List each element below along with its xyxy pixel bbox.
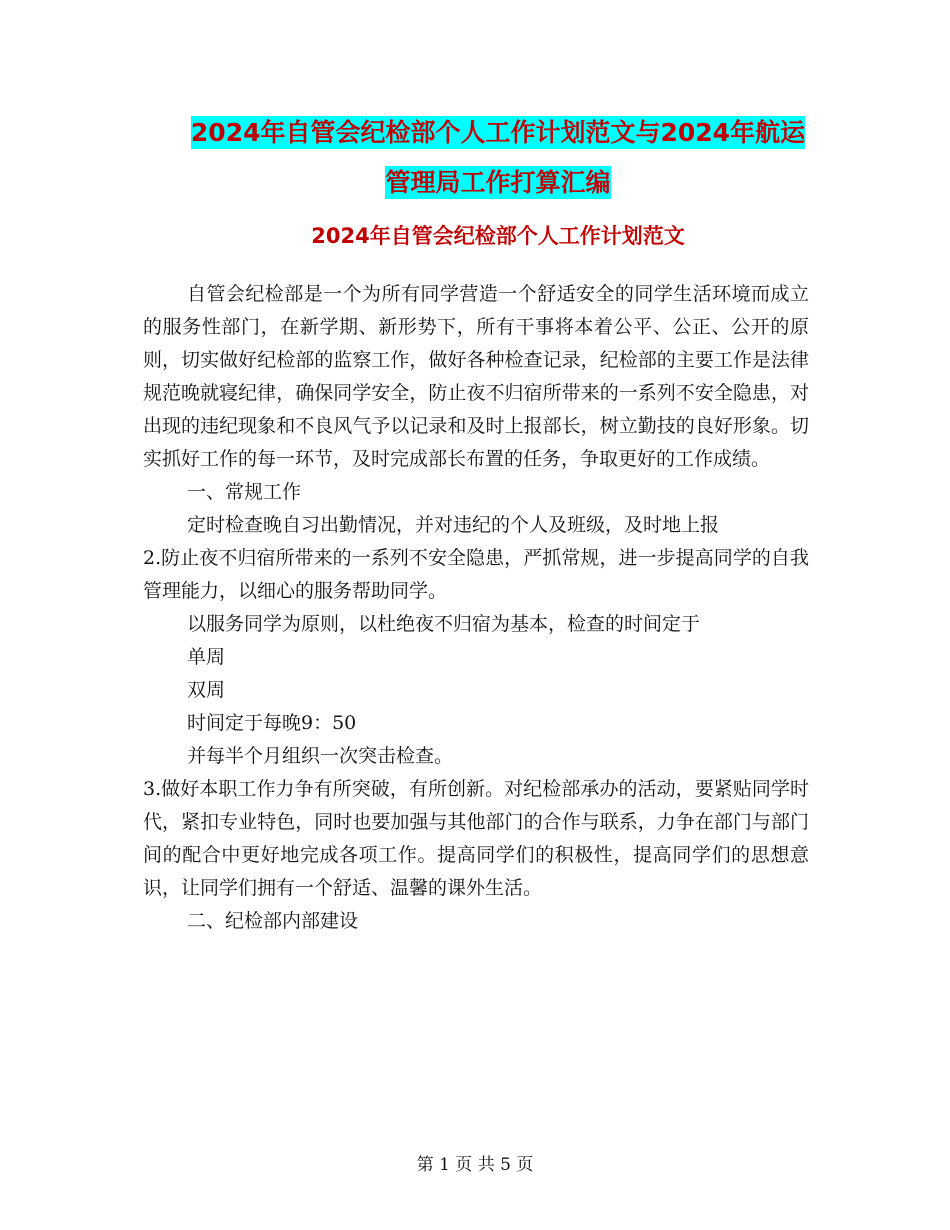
- paragraph-nightly-time: 时间定于每晚9：50: [187, 712, 357, 734]
- paragraph-item-3: 3.做好本职工作力争有所突破，有所创新。对纪检部承办的活动，要紧贴同学时代，紧扣专业特色，同时也要加强与其他部门的合作与联系，力争在部门与部门间的配合中更好地完成各项工作。提高同学们的积极性，提高同学们的思想意识，让同学们拥有一个舒适、温馨的课外生活。: [143, 778, 809, 899]
- heading-internal-building: 二、纪检部内部建设: [187, 910, 359, 932]
- intro-paragraph: 自管会纪检部是一个为所有同学营造一个舒适安全的同学生活环境而成立的服务性部门，在新学期、新形势下，所有干事将本着公平、公正、公开的原则，切实做好纪检部的监察工作，做好各种检查记录，纪检部的主要工作是法律规范晚就寝纪律，确保同学安全，防止夜不归宿所带来的一系列不安全隐患，对出现的违纪现象和不良风气予以记录和及时上报部长，树立勤技的良好形象。切实抓好工作的每一环节，及时完成部长布置的任务，争取更好的工作成绩。: [143, 283, 809, 470]
- paragraph-item-2: 2.防止夜不归宿所带来的一系列不安全隐患，严抓常规，进一步提高同学的自我管理能力，以细心的服务帮助同学。: [143, 547, 809, 602]
- title-line-2: 管理局工作打算汇编: [385, 168, 611, 197]
- paragraph-double-week: 双周: [187, 679, 226, 701]
- paragraph-surprise-check: 并每半个月组织一次突击检查。: [187, 745, 454, 767]
- document-body: [143, 278, 809, 938]
- document-title: [143, 108, 853, 208]
- paragraph-single-week: 单周: [187, 646, 226, 668]
- paragraph-attendance: 定时检查晚自习出勤情况，并对违纪的个人及班级，及时地上报: [187, 514, 720, 536]
- paragraph-inspection-time: 以服务同学为原则，以杜绝夜不归宿为基本，检查的时间定于: [187, 613, 701, 635]
- heading-routine-work: 一、常规工作: [187, 481, 302, 503]
- title-line-1: 2024年自管会纪检部个人工作计划范文与2024年航运: [190, 118, 806, 147]
- page-footer: 第 1 页 共 5 页: [416, 1155, 534, 1175]
- section-title: 2024年自管会纪检部个人工作计划范文: [311, 224, 685, 248]
